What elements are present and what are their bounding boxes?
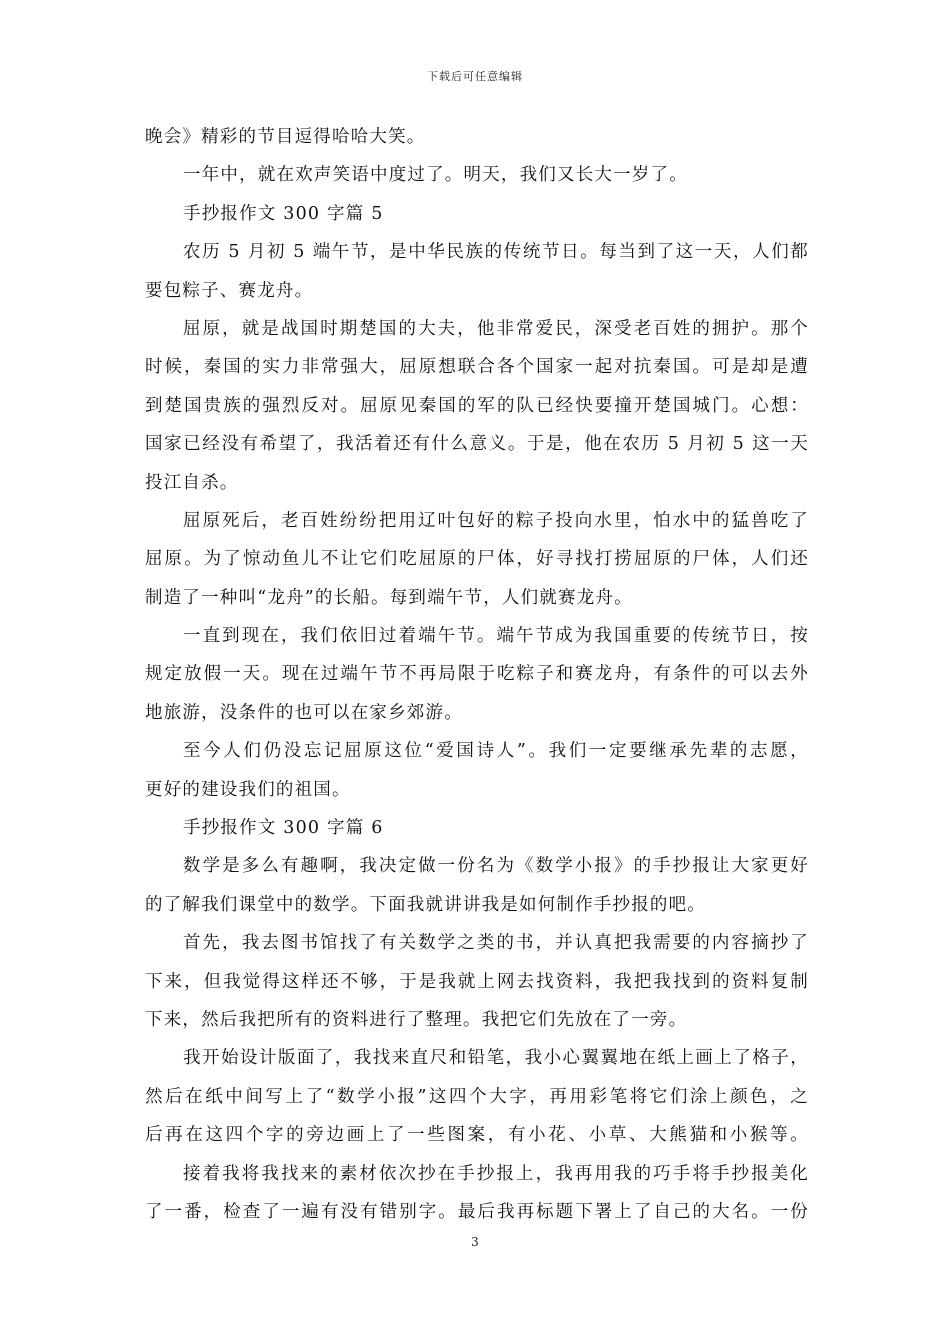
text-line: 手抄报作文 300 字篇 5 bbox=[183, 203, 384, 224]
text-line: 接着我将我找来的素材依次抄在手抄报上，我再用我的巧手将手抄报美化 bbox=[183, 1163, 809, 1184]
text-line: 手抄报作文 300 字篇 6 bbox=[183, 818, 384, 839]
text-line: 国家已经没有希望了，我活着还有什么意义。于是，他在农历 5 月初 5 这一天 bbox=[145, 434, 809, 455]
text-line: 屈原。为了惊动鱼儿不让它们吃屈原的尸体，好寻找打捞屈原的尸体，人们还 bbox=[145, 549, 809, 570]
text-line: 屈原死后，老百姓纷纷把用辽叶包好的粽子投向水里，怕水中的猛兽吃了 bbox=[183, 510, 809, 531]
text-line: 我开始设计版面了，我找来直尺和铅笔，我小心翼翼地在纸上画上了格子， bbox=[183, 1048, 809, 1069]
text-line: 到楚国贵族的强烈反对。屈原见秦国的军的队已经快要撞开楚国城门。心想： bbox=[145, 395, 809, 416]
text-line: 下来，但我觉得这样还不够，于是我就上网去找资料，我把我找到的资料复制 bbox=[145, 971, 809, 992]
text-line: 至今人们仍没忘记屈原这位“爱国诗人”。我们一定要继承先辈的志愿， bbox=[183, 741, 809, 762]
text-line: 地旅游，没条件的也可以在家乡郊游。 bbox=[145, 702, 463, 723]
text-line: 然后在纸中间写上了“数学小报”这四个大字，再用彩笔将它们涂上颜色，之 bbox=[145, 1086, 809, 1107]
text-line: 后再在这四个字的旁边画上了一些图案，有小花、小草、大熊猫和小猴等。 bbox=[145, 1125, 809, 1146]
text-line: 的了解我们课堂中的数学。下面我就讲讲我是如何制作手抄报的吧。 bbox=[145, 894, 706, 915]
text-line: 首先，我去图书馆找了有关数学之类的书，并认真把我需要的内容摘抄了 bbox=[183, 933, 809, 954]
text-line: 农历 5 月初 5 端午节，是中华民族的传统节日。每当到了这一天，人们都 bbox=[183, 242, 809, 263]
text-line: 屈原，就是战国时期楚国的大夫，他非常爱民，深受老百姓的拥护。那个 bbox=[183, 318, 809, 339]
page-number: 3 bbox=[471, 1235, 479, 1249]
text-line: 下来，然后我把所有的资料进行了整理。我把它们先放在了一旁。 bbox=[145, 1009, 688, 1030]
page-header: 下载后可任意编辑 bbox=[427, 70, 523, 83]
text-line: 晚会》精彩的节目逗得哈哈大笑。 bbox=[145, 127, 426, 147]
text-line: 规定放假一天。现在过端午节不再局限于吃粽子和赛龙舟，有条件的可以去外 bbox=[145, 664, 809, 685]
document-body bbox=[145, 118, 809, 1231]
text-line: 时候，秦国的实力非常强大，屈原想联合各个国家一起对抗秦国。可是却是遭 bbox=[145, 357, 809, 378]
text-line: 了一番，检查了一遍有没有错别字。最后我再标题下署上了自己的大名。一份 bbox=[145, 1201, 809, 1222]
text-line: 投江自杀。 bbox=[145, 472, 239, 493]
text-line: 要包粽子、赛龙舟。 bbox=[145, 280, 314, 301]
text-line: 制造了一种叫“龙舟”的长船。每到端午节，人们就赛龙舟。 bbox=[145, 587, 633, 608]
text-line: 一年中，就在欢声笑语中度过了。明天，我们又长大一岁了。 bbox=[183, 165, 688, 186]
text-line: 数学是多么有趣啊，我决定做一份名为《数学小报》的手抄报让大家更好 bbox=[183, 856, 809, 877]
text-line: 更好的建设我们的祖国。 bbox=[145, 779, 351, 800]
text-line: 一直到现在，我们依旧过着端午节。端午节成为我国重要的传统节日，按 bbox=[183, 626, 809, 647]
